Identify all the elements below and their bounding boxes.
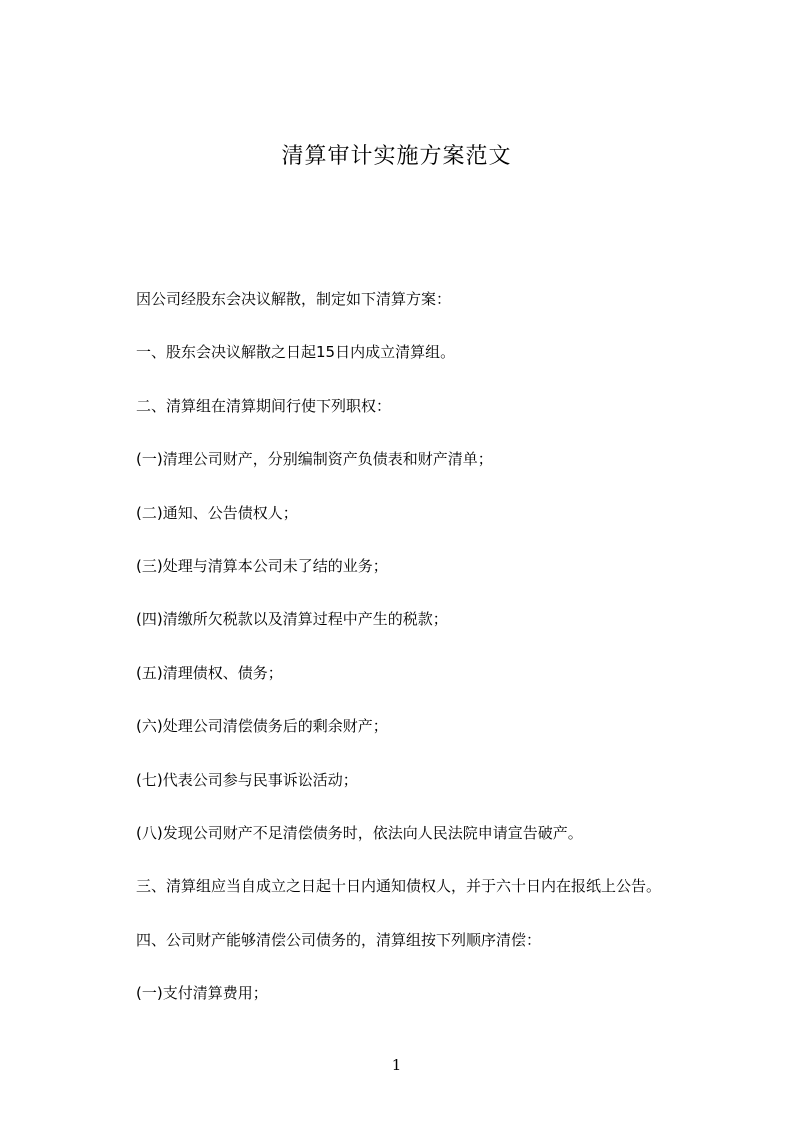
- paragraph: (二)通知、公告债权人；: [136, 503, 298, 522]
- paragraph: 三、清算组应当自成立之日起十日内通知债权人，并于六十日内在报纸上公告。: [136, 877, 662, 896]
- paragraph: 一、股东会决议解散之日起15日内成立清算组。: [136, 343, 456, 362]
- paragraph: (七)代表公司参与民事诉讼活动；: [136, 770, 358, 789]
- page-number: 1: [391, 1056, 402, 1074]
- document-body: [136, 288, 736, 1035]
- paragraph: 因公司经股东会决议解散，制定如下清算方案：: [136, 290, 452, 308]
- paragraph: 二、清算组在清算期间行使下列职权：: [136, 396, 392, 415]
- paragraph: (八)发现公司财产不足清偿债务时，依法向人民法院申请宣告破产。: [136, 823, 583, 842]
- document-title: 清算审计实施方案范文: [281, 144, 512, 169]
- paragraph: (四)清缴所欠税款以及清算过程中产生的税款；: [136, 610, 448, 629]
- paragraph: (五)清理债权、债务；: [136, 663, 283, 682]
- paragraph: 四、公司财产能够清偿公司债务的，清算组按下列顺序清偿：: [136, 930, 542, 949]
- paragraph: (六)处理公司清偿债务后的剩余财产；: [136, 717, 388, 736]
- paragraph: (一)支付清算费用；: [136, 984, 268, 1003]
- paragraph: (三)处理与清算本公司未了结的业务；: [136, 556, 388, 575]
- paragraph: (一)清理公司财产，分别编制资产负债表和财产清单；: [136, 450, 493, 469]
